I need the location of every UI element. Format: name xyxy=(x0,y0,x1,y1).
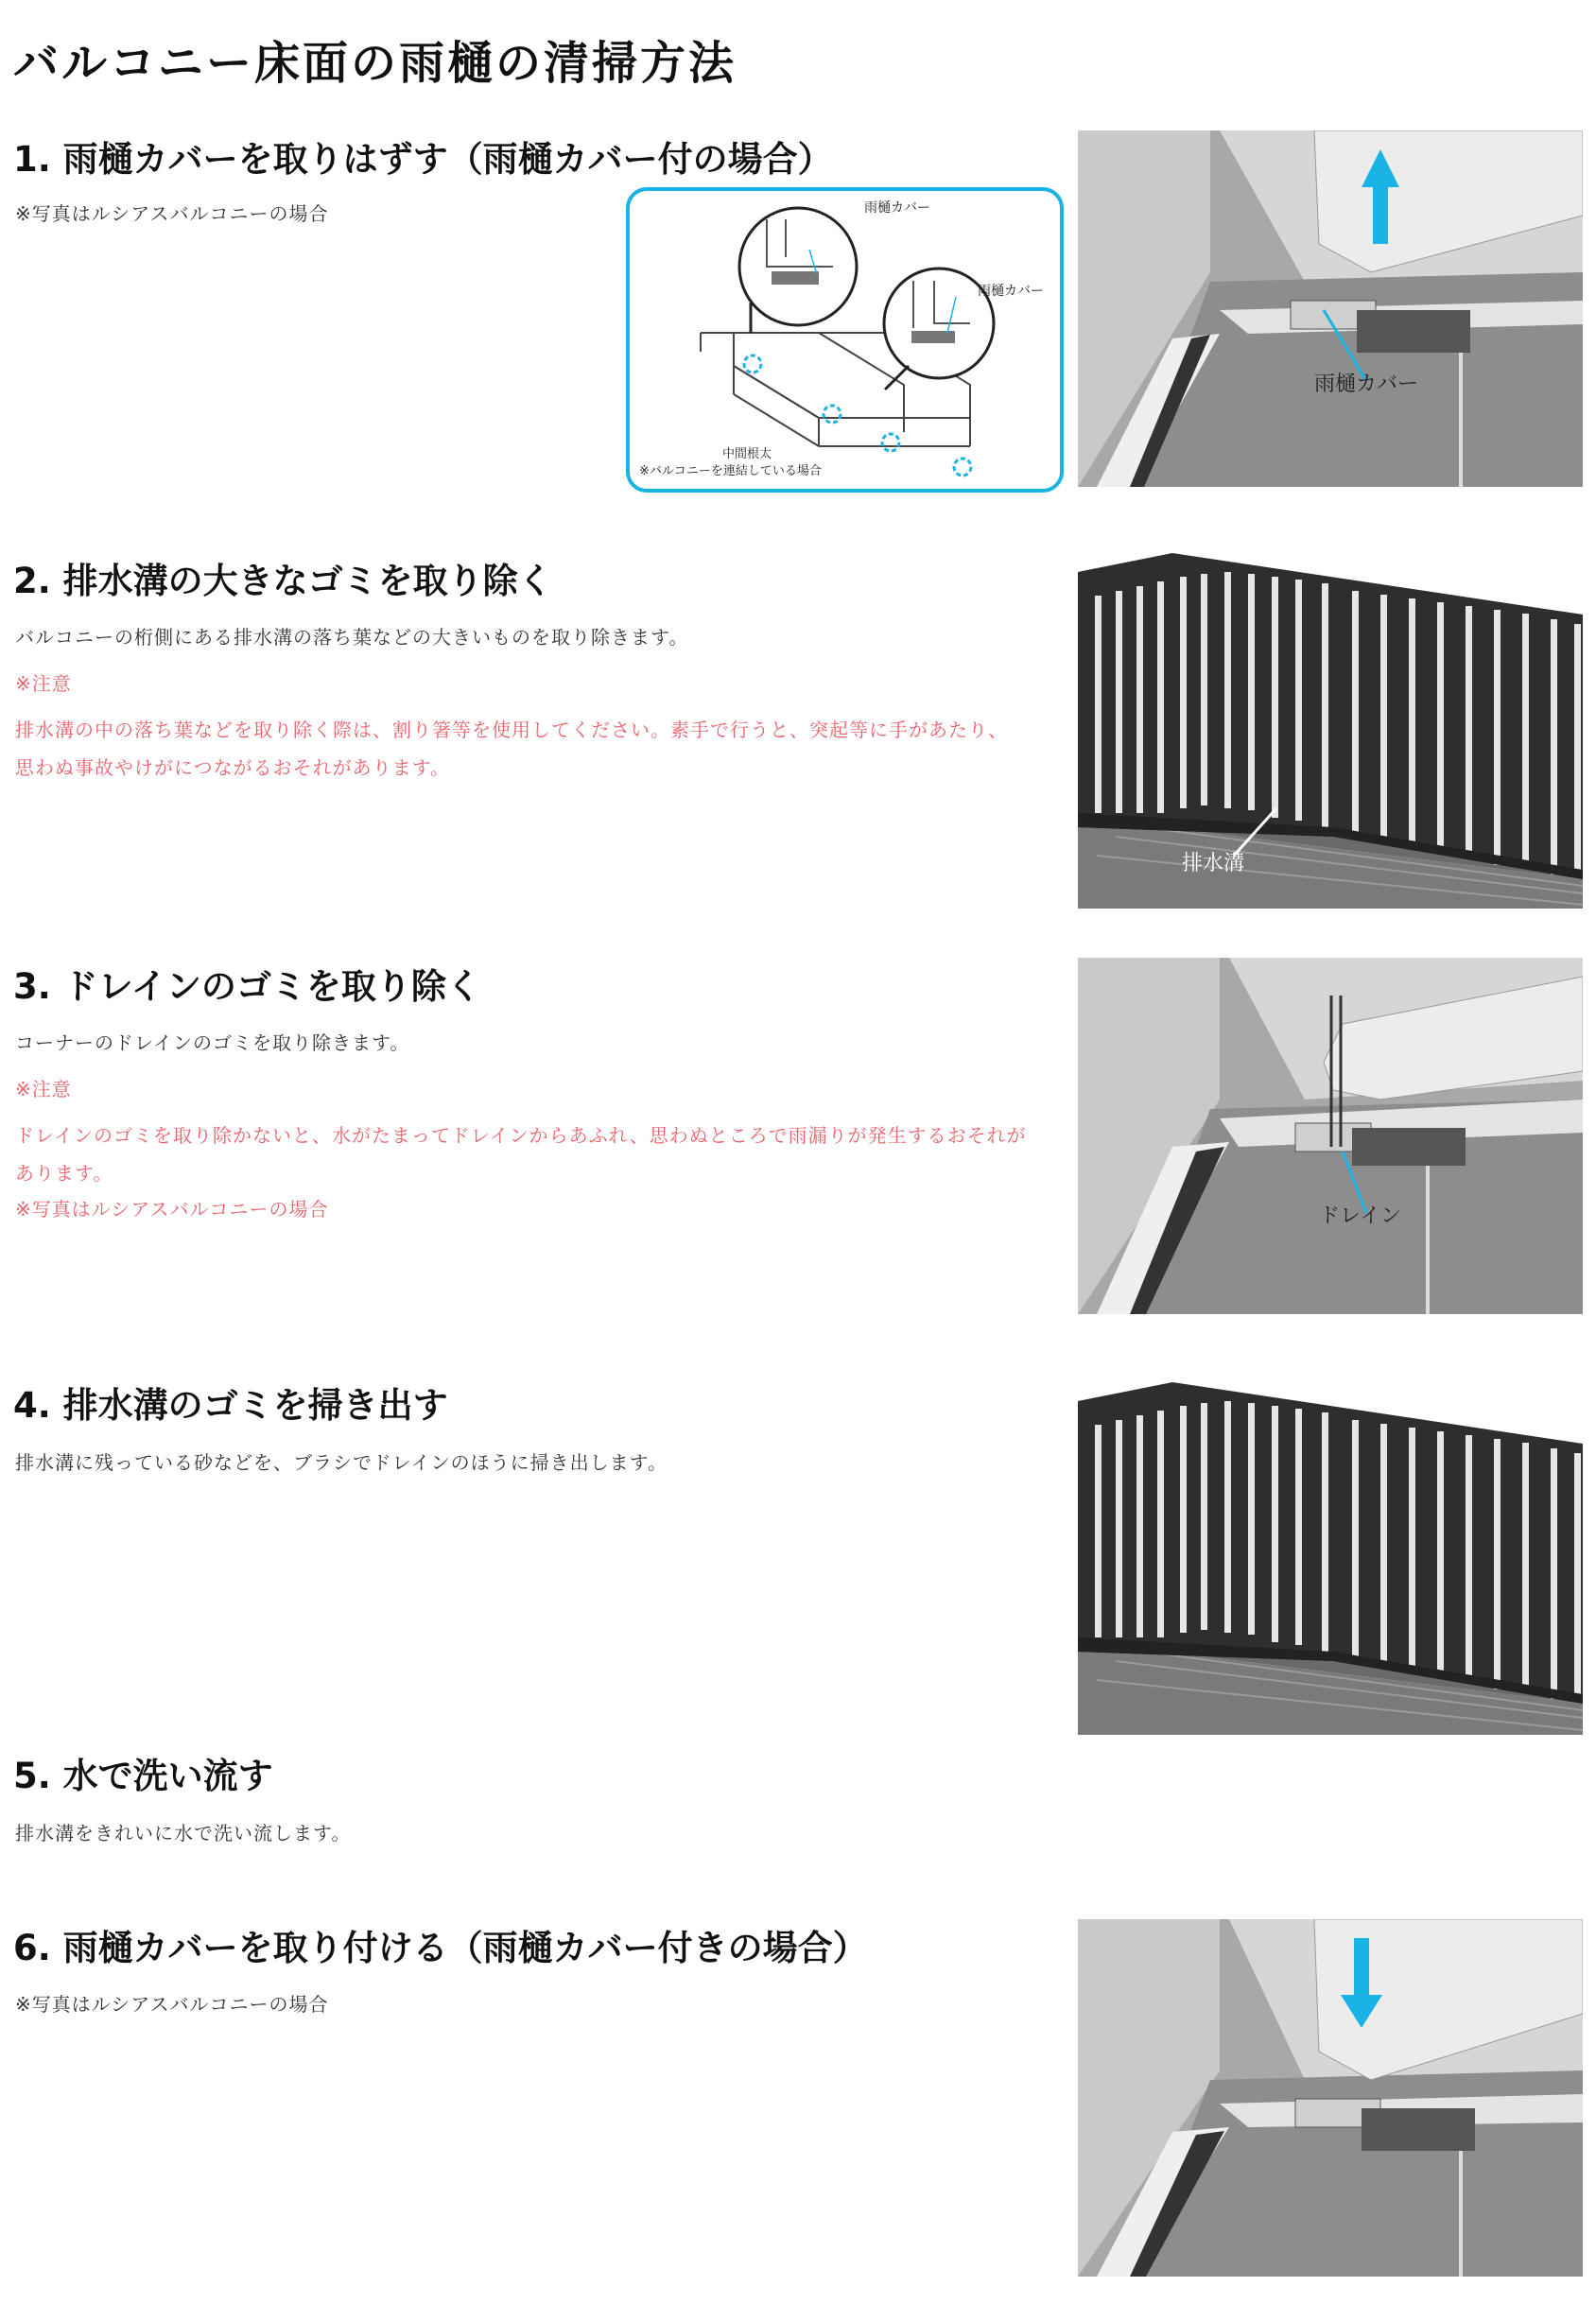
step-6-photo xyxy=(1078,1919,1583,2277)
diagram-label-joist: 中間根太 xyxy=(722,447,772,461)
step-2-photo-label: 排水溝 xyxy=(1182,852,1245,875)
step-3-heading: 3. ドレインのゴミを取り除く xyxy=(13,966,481,1007)
step-3-note: ※写真はルシアスバルコニーの場合 xyxy=(15,1198,329,1221)
step-1-photo xyxy=(1078,130,1583,487)
step-3-text: コーナーのドレインのゴミを取り除きます。 xyxy=(15,1031,410,1054)
step-2-text: バルコニーの桁側にある排水溝の落ち葉などの大きいものを取り除きます。 xyxy=(15,626,689,649)
step-6-note: ※写真はルシアスバルコニーの場合 xyxy=(15,1993,329,2016)
step-2-caution-title: ※注意 xyxy=(15,672,72,695)
step-3-photo-label: ドレイン xyxy=(1319,1204,1401,1228)
step-5-heading: 5. 水で洗い流す xyxy=(13,1756,273,1796)
step-3-caution-title: ※注意 xyxy=(15,1078,72,1100)
step-1-photo-label: 雨樋カバー xyxy=(1314,372,1419,396)
step-3-caution-text: ドレインのゴミを取り除かないと、水がたまってドレインからあふれ、思わぬところで雨漏りが発生するおそれがあります。 xyxy=(15,1124,1027,1185)
diagram-label-joined: ※バルコニーを連結している場合 xyxy=(639,464,822,478)
step-4-text: 排水溝に残っている砂などを、ブラシでドレインのほうに掃き出します。 xyxy=(15,1451,668,1474)
step-6-heading: 6. 雨樋カバーを取り付ける（雨樋カバー付きの場合） xyxy=(13,1928,868,1968)
step-3-photo xyxy=(1078,958,1583,1314)
step-1-note: ※写真はルシアスバルコニーの場合 xyxy=(15,202,329,225)
page-title: バルコニー床面の雨樋の清掃方法 xyxy=(13,37,737,90)
step-1-heading: 1. 雨樋カバーを取りはずす（雨樋カバー付の場合） xyxy=(13,139,833,180)
diagram-label-cover-2: 雨樋カバー xyxy=(978,284,1044,299)
step-2-heading: 2. 排水溝の大きなゴミを取り除く xyxy=(13,561,553,601)
step-1-diagram xyxy=(626,187,1064,493)
step-5-text: 排水溝をきれいに水で洗い流します。 xyxy=(15,1822,352,1845)
step-2-caution-text: 排水溝の中の落ち葉などを取り除く際は、割り箸等を使用してください。素手で行うと、突起等に手があたり、思わぬ事故やけがにつながるおそれがあります。 xyxy=(15,719,1008,779)
step-2-photo xyxy=(1078,553,1583,909)
step-4-photo xyxy=(1078,1382,1583,1735)
step-4-heading: 4. 排水溝のゴミを掃き出す xyxy=(13,1385,448,1426)
diagram-label-cover-1: 雨樋カバー xyxy=(864,200,930,216)
